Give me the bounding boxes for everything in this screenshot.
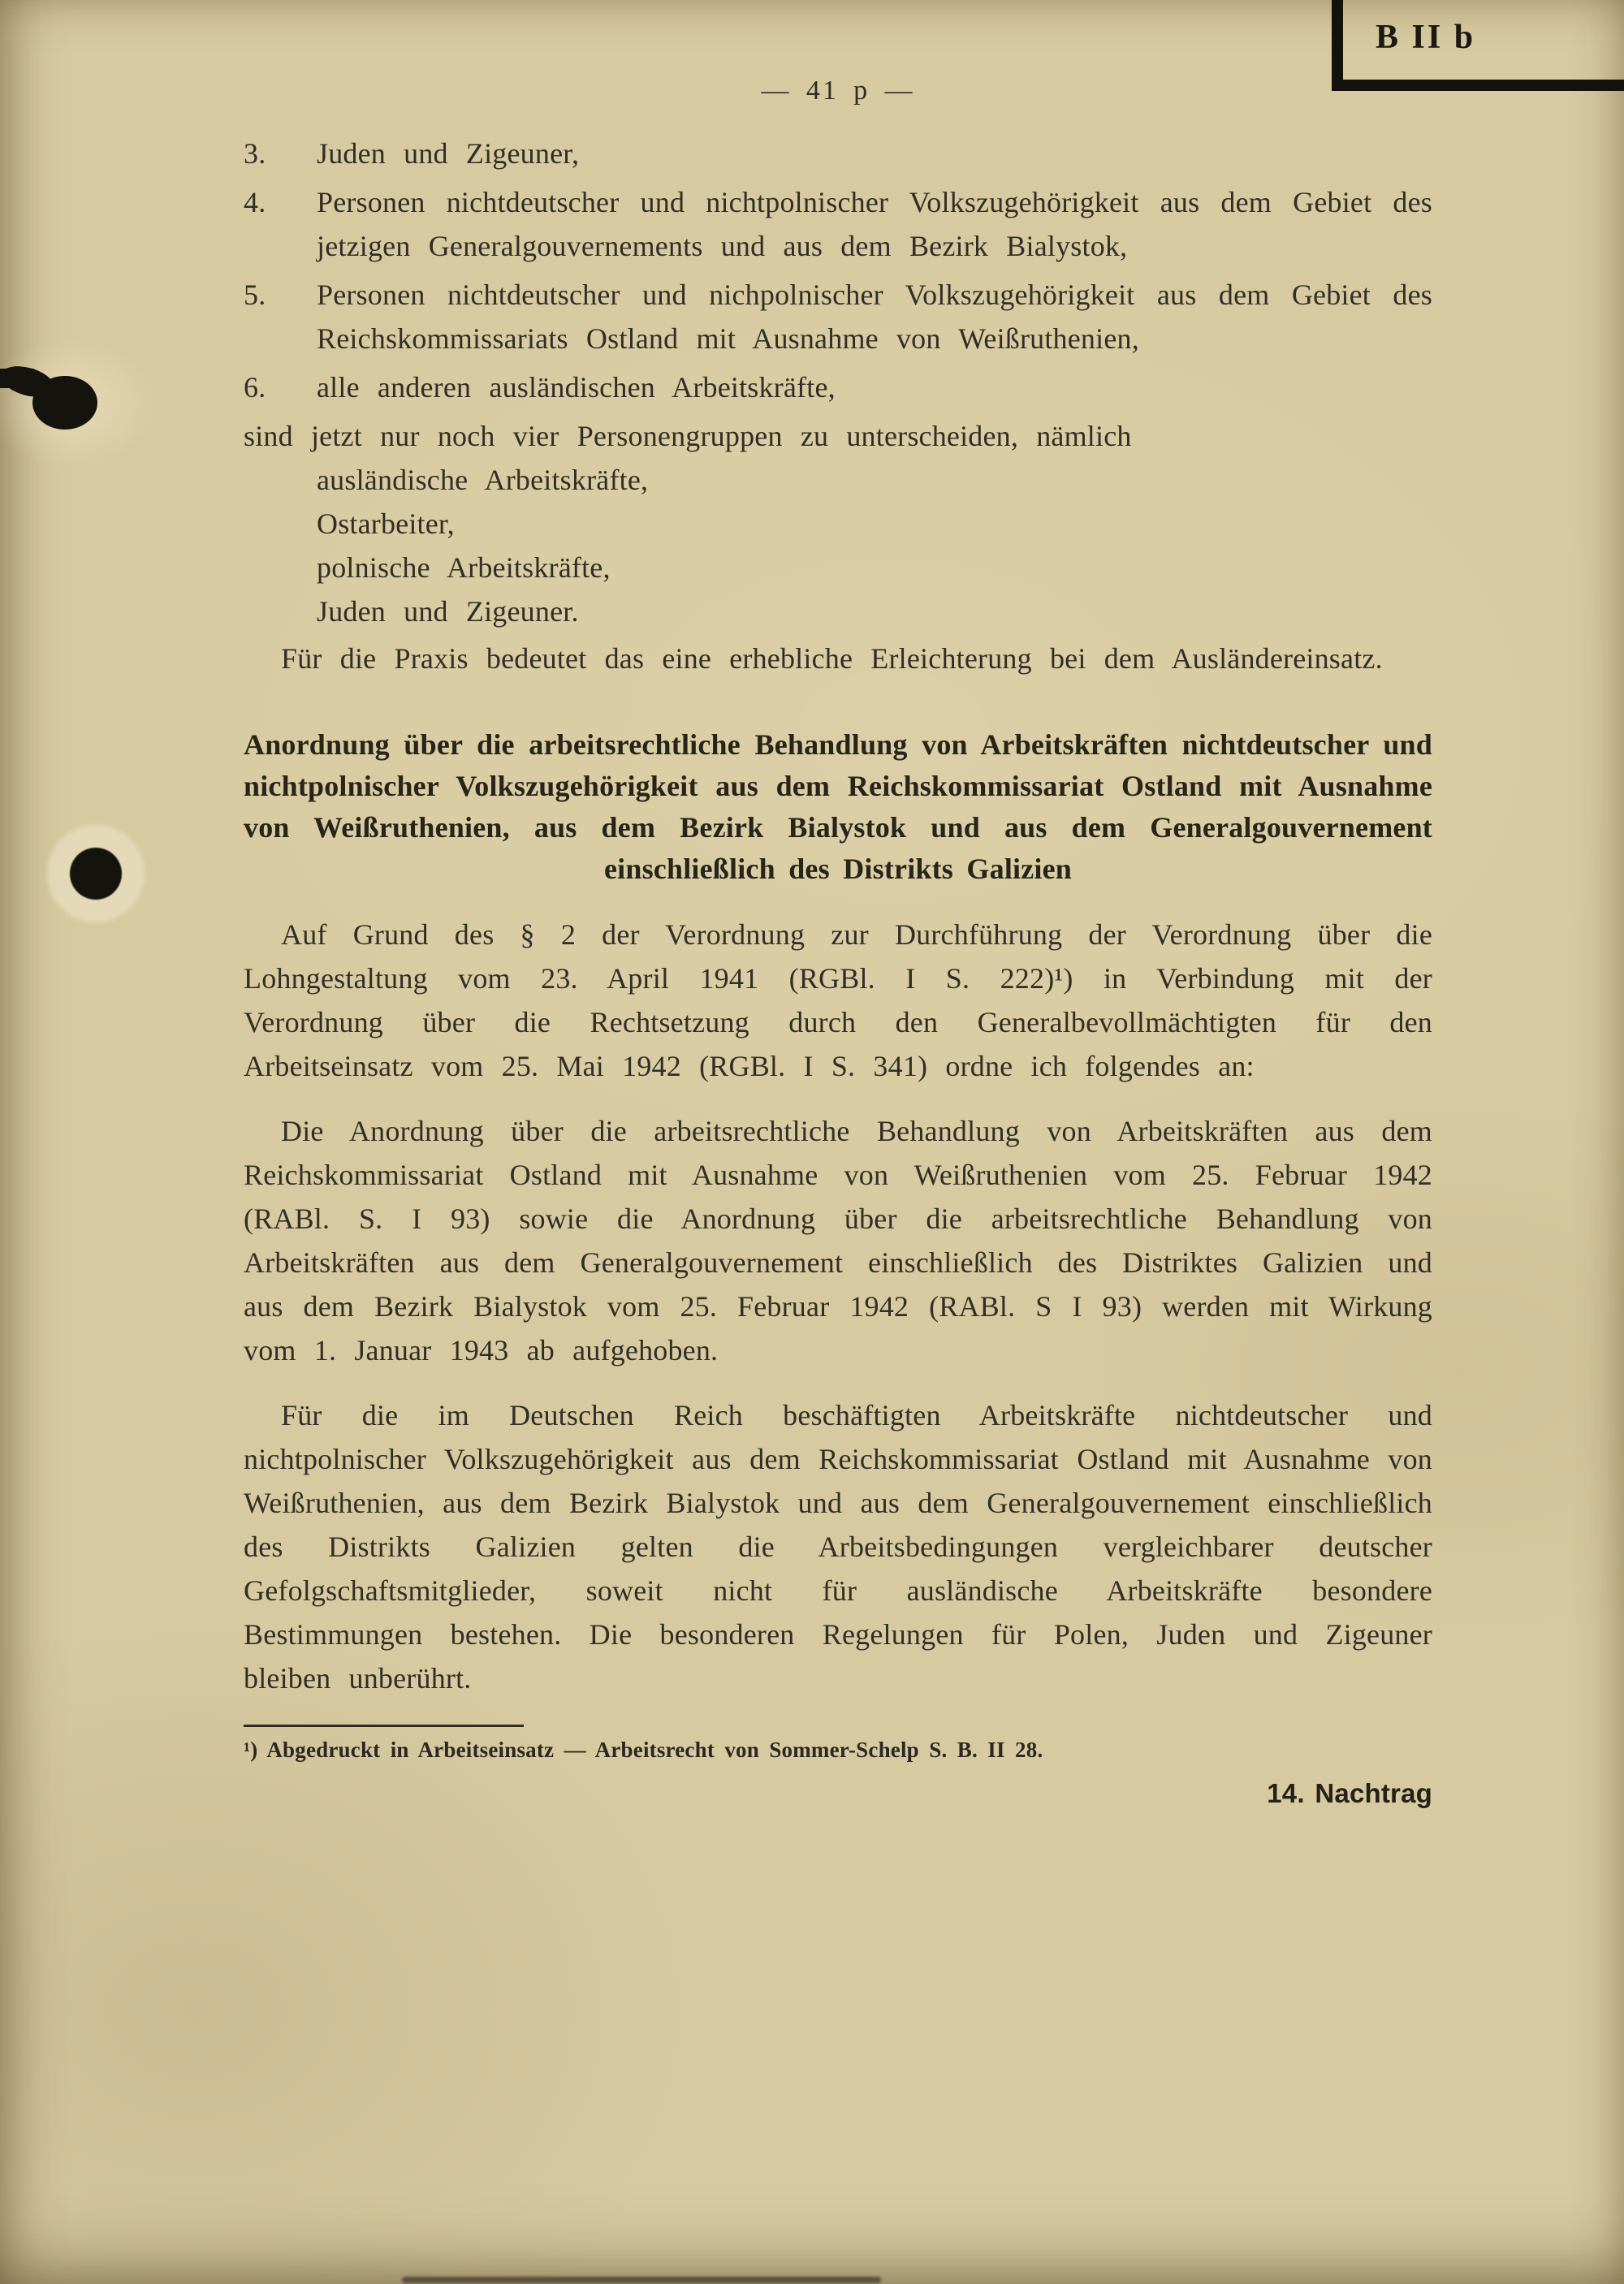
supplement-label: 14. Nachtrag [1267, 1778, 1432, 1808]
list-item-number: 4. [244, 186, 266, 218]
decree-paragraph-2: Die Anordnung über die arbeitsrechtliche Behandlung von Arbeitskräften aus dem Reichskommissariat Ostland mit Ausnahme von Weißruthenien vom 25. Februar 1942 (RABl. S. I 93) sowie die Anordnung über die arbeitsrechtliche Behandlung von Arbeitskräften aus dem Generalgouvernement einschließlich des Distriktes Galizien und aus dem Bezirk Bialystok vom 25. Februar 1942 (RABl. S I 93) werden mit Wirkung vom 1. Januar 1943 ab aufgehoben. [244, 1115, 1432, 1367]
list-item-text: Personen nichtdeutscher und nichpolnischer Volkszugehörigkeit aus dem Gebiet des Reichskommissariats Ostland mit Ausnahme von Weißruthenien, [317, 278, 1432, 355]
list-item-text: Personen nichtdeutscher und nichtpolnischer Volkszugehörigkeit aus dem Gebiet des jetzigen Generalgouvernements und aus dem Bezirk Bialystok, [317, 186, 1432, 262]
scan-smudge [402, 2277, 881, 2283]
hole-punch [39, 817, 153, 930]
list-item [244, 132, 1432, 175]
list-conclusion: sind jetzt nur noch vier Personengruppen zu unterscheiden, nämlich [244, 420, 1132, 452]
list-item-text: Juden und Zigeuner, [317, 137, 580, 170]
page-number: — 41 p — [761, 76, 915, 106]
footnote: ¹) Abgedruckt in Arbeitseinsatz — Arbeitsrecht von Sommer-Schelp S. B. II 28. [244, 1738, 1043, 1762]
list-item-text: alle anderen ausländischen Arbeitskräfte, [317, 371, 836, 404]
group-item: Juden und Zigeuner. [317, 595, 579, 628]
group-list [244, 458, 1432, 633]
numbered-list [244, 132, 1432, 409]
decree-heading: Anordnung über die arbeitsrechtliche Behandlung von Arbeitskräften nichtdeutscher und nichtpolnischer Volkszugehörigkeit aus dem Reichskommissariat Ostland mit Ausnahme von Weißruthenien, aus dem Bezirk Bialystok und aus dem Generalgouvernement einschließlich des Distrikts Galizien [244, 728, 1432, 885]
list-item-number: 5. [244, 278, 266, 311]
page-content [244, 75, 1432, 1810]
corner-classification-label: B II b [1376, 19, 1476, 56]
group-item: polnische Arbeitskräfte, [317, 551, 611, 584]
intro-paragraph: Für die Praxis bedeutet das eine erhebliche Erleichterung bei dem Ausländereinsatz. [281, 642, 1383, 675]
list-item-number: 6. [244, 371, 266, 404]
group-item: Ostarbeiter, [317, 507, 455, 540]
list-item-number: 3. [244, 137, 266, 170]
decree-paragraph-3: Für die im Deutschen Reich beschäftigten Arbeitskräfte nichtdeutscher und nichtpolnischer Volkszugehörigkeit aus dem Reichskommissariat Ostland mit Ausnahme von Weißruthenien, aus dem Bezirk Bialystok und aus dem Generalgouvernement einschließlich des Distrikts Galizien gelten die Arbeitsbedingungen vergleichbarer deutscher Gefolgschaftsmitglieder, soweit nicht für ausländische Arbeitskräfte besondere Bestimmungen bestehen. Die besonderen Regelungen für Polen, Juden und Zigeuner bleiben unberührt. [244, 1399, 1432, 1695]
list-item [244, 365, 1432, 409]
group-item: ausländische Arbeitskräfte, [317, 464, 649, 496]
list-item [244, 273, 1432, 361]
decree-paragraph-1: Auf Grund des § 2 der Verordnung zur Durchführung der Verordnung über die Lohngestaltung vom 23. April 1941 (RGBl. I S. 222)¹) in Verbindung mit der Verordnung über die Rechtsetzung durch den Generalbevollmächtigten für den Arbeitseinsatz vom 25. Mai 1942 (RGBl. I S. 341) ordne ich folgendes an: [244, 918, 1432, 1082]
list-item [244, 180, 1432, 268]
footnote-block [244, 1725, 1432, 1764]
ink-stain [0, 354, 122, 443]
